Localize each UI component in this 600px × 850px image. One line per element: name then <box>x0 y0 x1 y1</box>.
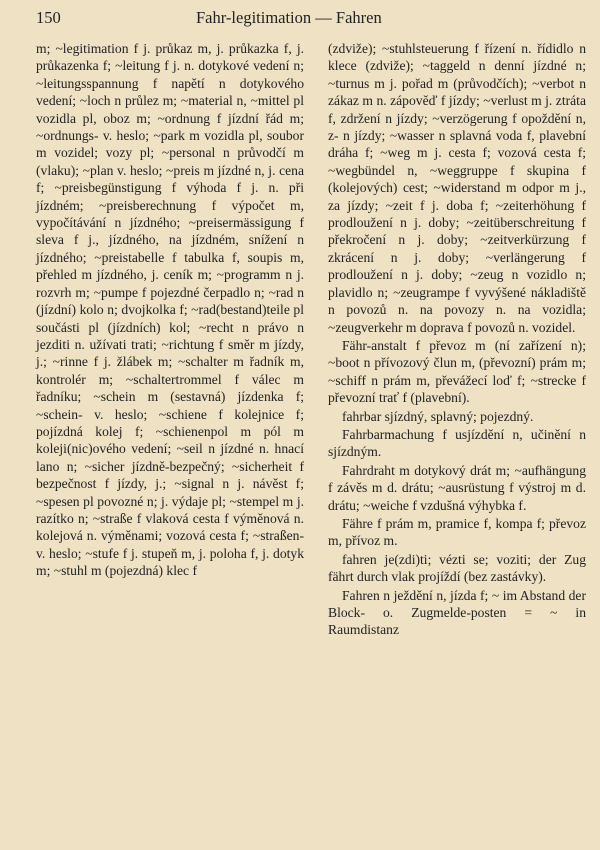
dictionary-entry: Fahrdraht m dotykový drát m; ~aufhängung f závěs m d. drátu; ~ausrüstung f výstroj m d. drátu; ~weiche f vzdušná výhybka f. <box>328 462 586 513</box>
dictionary-entry: Fahren n ježdění n, jízda f; ~ im Abstand der Block- o. Zugmelde-posten = ~ in Raumdistanz <box>328 587 586 638</box>
dictionary-entry: fahren je(zdi)ti; vézti se; voziti; der Zug fährt durch vlak projíždí (bez zastávky). <box>328 551 586 585</box>
right-column <box>328 40 586 639</box>
page-number: 150 <box>36 8 61 27</box>
dictionary-entry: (zdviže); ~stuhlsteuerung f řízení n. řídidlo n klece (zdviže); ~taggeld n denní jízdné n; ~turnus m j. pořad m (průvodčích); ~verbot n zákaz m n. zápověď f jízdy; ~verlust m j. ztráta f, zdržení n jízdy; ~verzögerung f opoždění n, z- n jízdy; ~wasser n splavná voda f, plavební dráha f; ~weg m j. cesta f; vozová cesta f; ~wegbündel n, ~weggruppe f skupina f (kolejových) cest; ~widerstand m odpor m j., za jízdy; ~zeit f j. doba f; ~zeiterhöhung f prodloužení n j. doby; ~zeitüberschreitung f překročení n j. doby; ~zeitverkürzung f zkrácení n j. doby; ~verlängerung f prodloužení n j. doby; ~zeug n vozidlo n; plavidlo n; ~zeugrampe f vyvýšené nákladiště n povozů n. na povozy n. na vozidla; ~zeugverkehr m doprava f povozů n. vozidel. <box>328 41 586 335</box>
left-column <box>36 40 304 639</box>
text-columns <box>36 40 586 639</box>
page-header <box>36 8 586 34</box>
running-title: Fahr-legitimation — Fahren <box>196 8 382 27</box>
dictionary-entry: m; ~legitimation f j. průkaz m, j. průkazka f, j. průkazenka f; ~leitung f j. n. dotykové vedení n; ~leitungsspannung f napětí n dotykového vedení; ~loch n průlez m; ~material n, ~mittel pl vozidla pl, oboz m; ~ordnung f jízdní řád m; ~ordnungs- v. heslo; ~park m vozidla pl, soubor m vozidel; vozy pl; ~personal n průvodčí m (vlaku); ~plan v. heslo; ~preis m jízdné n, j. cena f; ~preisbegünstigung f výhoda f j. n. při jízdném; ~preisberechnung f výpočet m, vypočítávání n jízdného; ~preisermässigung f sleva f j., jízdného, na jízdném, snížení n jízdného; ~preistabelle f tabulka f, soupis m, přehled m jízdného, j. ceník m; ~programm n j. rozvrh m; ~pumpe f pojezdné čerpadlo n; ~rad n (jízdní) kolo n; dvojkolka f; ~rad(bestand)teile pl součásti pl (jízdních) kol; ~recht n právo n jezditi n. užívati trati; ~richtung f směr m jízdy, j.; ~rinne f j. žlábek m; ~schalter m řadník m, kontrolér m; ~schaltertrommel f válec m řadníku; ~schein m (sestavná) jízdenka f; ~schein- v. heslo; ~schiene f kolejnice f; pojízdná kolej f; ~schienenpol m pól m koleji(nic)ového vedení; ~seil n jízdné n. hnací lano n; ~sicher jízdně-bezpečný; ~sicherheit f bezpečnost f jízdy, j.; ~signal n j. návěst f; ~spesen pl povozné n; j. výdaje pl; ~stempel m j. razítko n; ~straße f vlaková cesta f výměnová n. kolejová n. výměnami; vozová cesta f; ~straßen- v. heslo; ~stufe f j. stupeň m, j. poloha f, j. dotyk m; ~stuhl m (pojezdná) klec f <box>36 41 304 579</box>
dictionary-entry: Fahrbarmachung f usjízdění n, učinění n sjízdným. <box>328 426 586 460</box>
dictionary-entry: Fähre f prám m, pramice f, kompa f; převoz m, přívoz m. <box>328 515 586 549</box>
dictionary-entry: Fähr-anstalt f převoz m (ní zařízení n); ~boot n přívozový člun m, (převozní) prám m; ~schiff n prám m, převážecí loď f; ~strecke f převozní trať f (plavební). <box>328 337 586 406</box>
dictionary-entry: fahrbar sjízdný, splavný; pojezdný. <box>342 408 534 424</box>
